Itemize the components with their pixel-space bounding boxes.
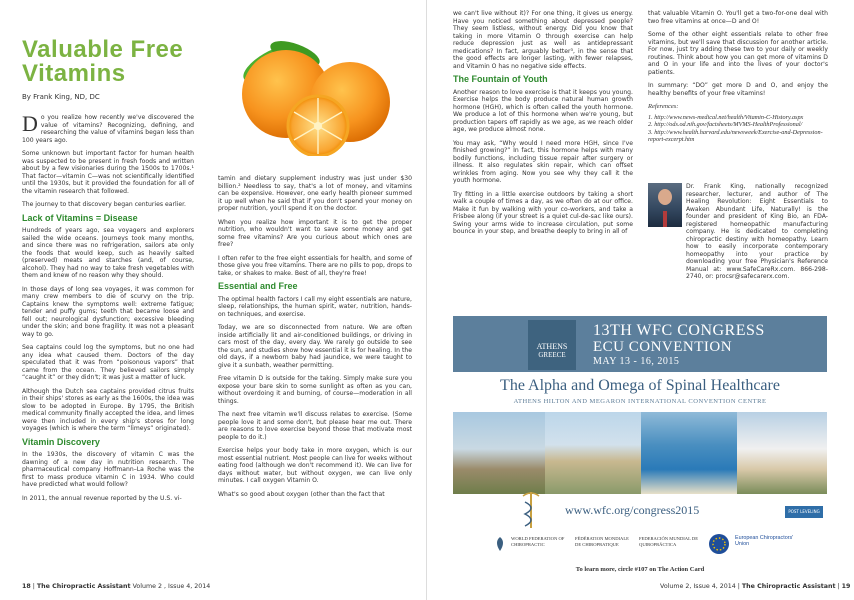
wfc-logo-icon <box>493 536 507 552</box>
footer-left: 18 | The Chiropractic Assistant Volume 2 , Issue 4, 2014 <box>22 583 211 590</box>
ecu-logo-icon <box>707 532 731 556</box>
paragraph: When you realize how important it is to get the proper nutrition, who wouldn't want to save some money and get some free vitamins? Are you curious about which ones are free? <box>218 218 412 248</box>
publication-name: The Chiropractic Assistant <box>36 583 131 590</box>
athens-logo: ATHENS GREECE <box>528 320 576 370</box>
section-heading: The Fountain of Youth <box>453 74 548 84</box>
issue-info: Volume 2 , Issue 4, 2014 <box>132 583 211 590</box>
paragraph: Sea captains could log the symptoms, but no one had any idea what caused them. Doctors of the day speculated that it was from “poisonous vapors” that came from the ocean. They believed sailors simply “caught it” or they didn't; it was just a matter of luck. <box>22 344 194 381</box>
ad-dates: MAY 13 - 16, 2015 <box>593 356 680 367</box>
page-number: 18 <box>22 583 31 590</box>
paragraph: Try fitting in a little exercise outdoors by taking a short walk a couple of times a day, as we often do at our office. Make it fun by walking with your co-workers, and take a Frisbee along (if your street is a quiet cul-de-sac like ours). Swing your arms wide to increase circulation, put some bounce in your step, and breathe deeply to bring in all of <box>453 190 633 235</box>
paragraph: that valuable Vitamin O. You'll get a two-for-one deal with two free vitamins at once—D and O! <box>648 10 828 25</box>
article-column-3 <box>453 10 633 242</box>
paragraph: we can't live without it)? For one thing, it gives us energy. Have you noticed something about depressed people? They seem listless, without energy. Did you know that taking in more Vitamin O through exercise can help reduce depression just as well as antidepressant medications? In fact, arguably better³, in the sense that the good effects are longer lasting, with fewer relapses, and Vitamin O has no negative side effects. <box>453 10 633 70</box>
page-gutter <box>426 0 427 600</box>
section-heading: Lack of Vitamins = Disease <box>22 212 138 223</box>
org-wfc-en: WORLD FEDERATION OF CHIROPRACTIC <box>511 536 565 547</box>
references-list <box>648 114 828 144</box>
article-column-4 <box>648 10 828 144</box>
paragraph: In summary: “DO” get more D and O, and enjoy the healthy benefits of your free vitamins! <box>648 82 828 97</box>
paragraph: In 2011, the annual revenue reported by the U.S. vi- <box>22 494 182 502</box>
intro-paragraph: Do you realize how recently we've discovered the value of vitamins? Recognizing, defining, and researching the value of vitamins began less than 100 years ago. <box>22 111 194 144</box>
paragraph: The optimal health factors I call my eight essentials are nature, sleep, relationships, the human spirit, water, nutrition, hands-on techniques, and exercise. <box>218 295 412 318</box>
org-ecu: European Chiropractors' Union <box>735 535 794 547</box>
village-photo <box>737 412 827 494</box>
page-number: 19 <box>841 583 851 590</box>
ad-convention-title: ECU CONVENTION <box>593 339 733 355</box>
section-heading: Vitamin Discovery <box>22 436 100 447</box>
reference-item[interactable]: 1. http://www.news-medical.net/health/Vitamin-C-History.aspx <box>648 113 804 121</box>
paragraph: Hundreds of years ago, sea voyagers and explorers sailed the wide oceans. Journeys took many months, and since there was no refrigeration, sailors ate only the foods that would keep, such as heavily salted (preserved) meats and starches (and, of course, alcohol). They had no way to take fresh vegetables with them and knew of no reason why they should. <box>22 227 194 279</box>
ad-caption: To learn more, circle #107 on The Action Card <box>575 566 705 573</box>
ad-org-footer <box>453 528 827 563</box>
paragraph: The journey to that discovery began centuries earlier. <box>22 201 186 208</box>
paragraph: tamin and dietary supplement industry was just under $30 billion.² Needless to say, that's a lot of money, and vitamins can be expensive. However, one early health pioneer summed it up well when he said that if you don't spend your money on proper nutrition, you'll spend it on the doctor. <box>218 175 412 212</box>
paragraph: Another reason to love exercise is that it keeps you young. Exercise helps the body produce natural human growth hormone (HGH), which is often called the youth hormone. We produce a lot of this hormone when we're young, but production tapers off rapidly as we age, as we reach older age, we produce almost none. <box>453 88 633 133</box>
acropolis-photo <box>545 412 641 494</box>
paragraph: Free vitamin D is outside for the taking. Simply make sure you expose your bare skin to some sunlight as often as you can, without overdoing it and burning, of course—moderation in all things. <box>218 375 412 405</box>
caduceus-logo <box>513 488 549 532</box>
author-bio: Dr. Frank King, nationally recognized researcher, lecturer, and author of The Healing Revolution: Eight Essentials to Awaken Abundant Life, Naturally! is the founder and president of King Bio, an FDA-registered homeopathic manufacturing company. He is dedicated to completing chiropractic destiny with homeopathy. Learn how to easily incorporate contemporary homeopathy into your practice by downloading your free Physician's Reference Manual at: www.SafeCareRx.com. 866-298-2740, or: procsr@safecarerx.com. <box>686 183 828 280</box>
drop-cap: D <box>22 111 38 136</box>
paragraph: You may ask, “Why would I need more HGH, since I've finished growing?” In fact, this hormone helps with many bodily functions, including tissue repair after surgery or illness. It also regulates skin repair, which can offset wrinkles from aging. Now you see why they call it the youth hormone. <box>453 139 633 184</box>
parthenon-photo <box>453 412 545 494</box>
reference-item[interactable]: 2. http://ods.od.nih.gov/factsheets/MVMS-HealthProfessional/ <box>648 121 803 129</box>
paragraph: In the 1930s, the discovery of vitamin C was the dawning of a new day in nutrition research. The pharmaceutical company Hoffmann–La Roche was the first to mass produce vitamin C in 1934. Who could have predicted what would follow? <box>22 451 194 488</box>
article-column-2 <box>218 175 412 504</box>
congress-advertisement[interactable] <box>453 316 827 563</box>
paragraph: I often refer to the free eight essentials for health, and some of those give you free vitamins. There are no pills to pop, drops to take, or shakes to make. Best of all, they're free! <box>218 254 412 277</box>
paragraph: Some of the other eight essentials relate to other free vitamins, but we'll save that discussion for another article. For now, just try adding these two to your daily or weekly routines. Think about how you can get more of vitamins D and O in your life and into the lives of your doctor's patients. <box>648 31 828 76</box>
paragraph: Although the Dutch sea captains provided citrus fruits in their ships' stores as early as the 1600s, the idea was slow to be adopted in Europe. By 1795, the British medical community finally accepted the idea, and limes were then included in every ship's stores for long voyages (which is where the term “limeys” originated). <box>22 387 194 432</box>
section-heading: Essential and Free <box>218 281 298 291</box>
article-title: Valuable Free Vitamins <box>22 36 184 87</box>
paragraph: What's so good about oxygen (other than the fact that <box>218 490 385 498</box>
beach-photo <box>641 412 737 494</box>
references-title: References: <box>648 103 679 110</box>
issue-info: Volume 2, Issue 4, 2014 <box>660 583 736 590</box>
publication-name: The Chiropractic Assistant <box>741 583 836 590</box>
post-badge: POST LEVELING <box>785 506 823 518</box>
ad-headline: The Alpha and Omega of Spinal Healthcare <box>500 377 780 394</box>
paragraph: Some unknown but important factor for human health was suspected to be present in fresh foods and written about by a few visionaries during the 1500s to 1700s.¹ That factor—vitamin C—was not scientifically identified until the 1930s, but it provided the foundation for all of the vitamin research that followed. <box>22 150 194 195</box>
ad-url-link[interactable]: www.wfc.org/congress2015 <box>565 503 700 517</box>
org-wfc-es: FEDERACIÓN MUNDIAL DE QUIROPRÁCTICA <box>639 536 699 547</box>
article-column-1 <box>22 111 194 508</box>
paragraph: Exercise helps your body take in more oxygen, which is our most essential nutrient. Most people can live for weeks without eating food (although we don't recommend it). We can live for days without water, but without oxygen, we can live only minutes. I call oxygen Vitamin O. <box>218 447 412 484</box>
ad-photo-collage <box>453 412 827 494</box>
paragraph: The next free vitamin we'll discuss relates to exercise. (Some people love it and some don't, but please hear me out. There are reasons to love exercise beyond those that motivate most people to do it.) <box>218 411 412 441</box>
ad-venue: ATHENS HILTON AND MEGARON INTERNATIONAL CONVENTION CENTRE <box>513 398 767 405</box>
org-wfc-fr: FÉDÉRATION MONDIALE DE CHIROPRATIQUE <box>575 536 629 547</box>
byline: By Frank King, ND, DC <box>22 93 100 101</box>
paragraph: In those days of long sea voyages, it was common for many crew members to die of scurvy on the trip. Captains knew the symptoms well: extreme fatigue; tender and puffy gums; teeth that became loose and fell out; neurological dysfunction; excessive bleeding under the skin; and bone fragility. It was not a pleasant way to go. <box>22 285 194 338</box>
ad-congress-title: 13TH WFC CONGRESS <box>593 322 765 339</box>
paragraph: Today, we are so disconnected from nature. We are often inside artificially lit and air-conditioned buildings, or driving in cars most of the day, every day. We rarely go outside to see the sun, and studies show how essential it is for healing. In the old days, if a newborn baby had jaundice, we were taught to give it a sunbath, weather permitting. <box>218 324 412 369</box>
reference-item[interactable]: 3. http://www.health.harvard.edu/newsweek/Exercise-and-Depression-report-excerpt.htm <box>648 128 823 144</box>
orange-image <box>200 6 415 156</box>
footer-right: Volume 2, Issue 4, 2014 | The Chiropractic Assistant | 19 <box>660 583 851 590</box>
